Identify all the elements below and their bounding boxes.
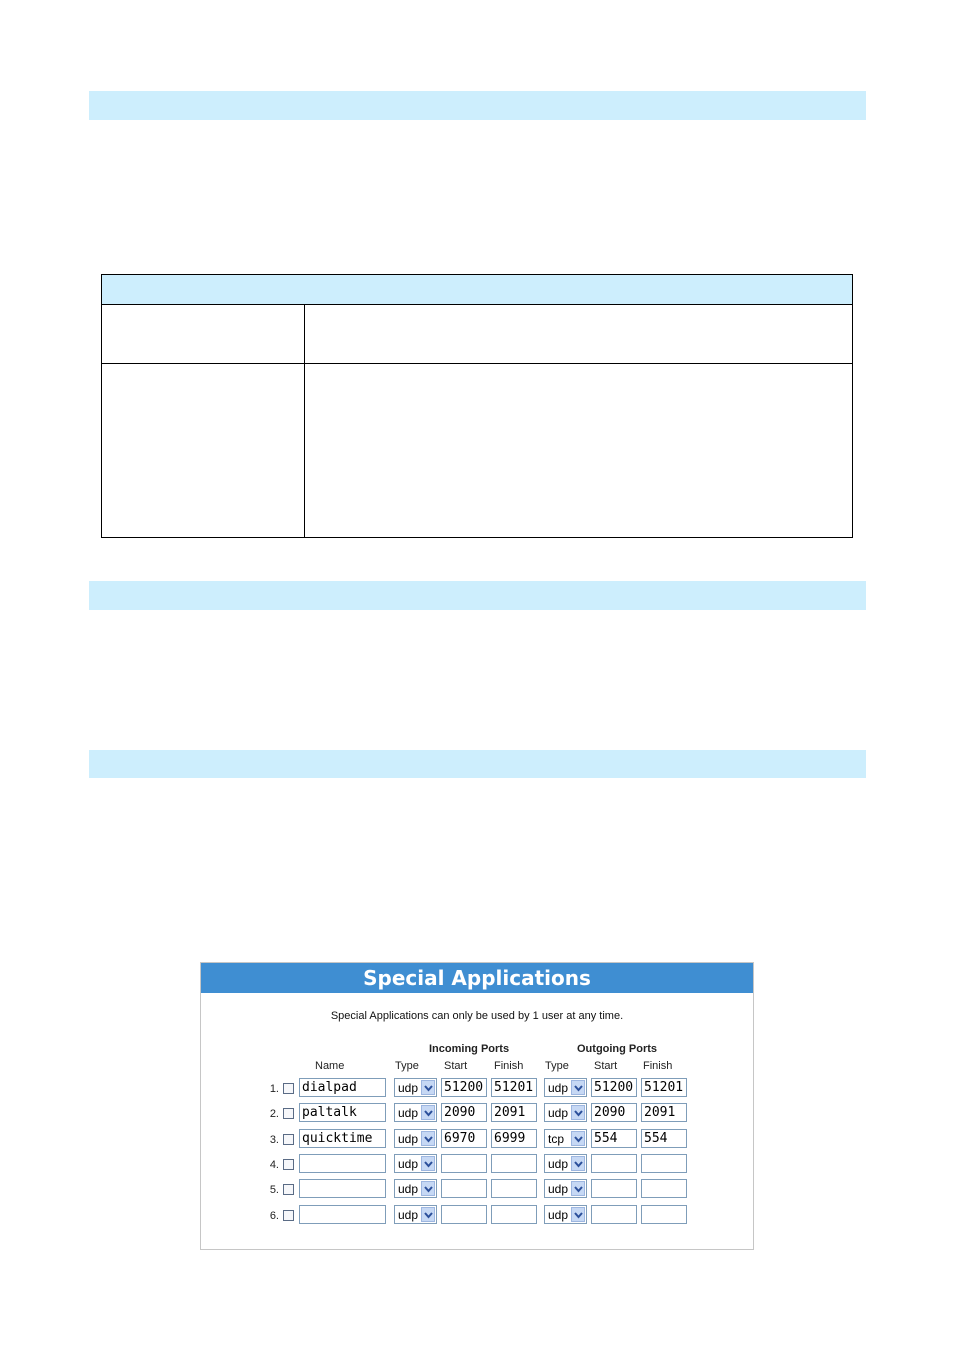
row-number: 1. — [269, 1083, 279, 1095]
incoming-type-value: udp — [398, 1207, 419, 1222]
outgoing-start-input[interactable] — [591, 1154, 637, 1173]
row-enable-checkbox[interactable] — [283, 1159, 294, 1170]
incoming-ports-heading: Incoming Ports — [429, 1043, 510, 1055]
row-enable-checkbox[interactable] — [283, 1184, 294, 1195]
outgoing-type-value: udp — [548, 1156, 569, 1171]
incoming-type-value: udp — [398, 1081, 419, 1095]
outgoing-type-select[interactable] — [544, 1154, 587, 1173]
col-in-start: Start — [444, 1060, 468, 1072]
name-input[interactable]: paltalk — [299, 1103, 386, 1122]
incoming-finish-input[interactable] — [491, 1154, 537, 1173]
chevron-down-icon — [571, 1131, 585, 1146]
chevron-down-icon — [421, 1181, 435, 1196]
chevron-down-icon — [421, 1207, 435, 1222]
row-number: 5. — [269, 1184, 279, 1197]
incoming-finish-input[interactable]: 2091 — [491, 1103, 537, 1122]
outgoing-type-value: udp — [548, 1207, 569, 1222]
incoming-start-input[interactable]: 51200 — [441, 1078, 487, 1097]
table-header-band — [102, 275, 852, 305]
incoming-type-select[interactable] — [394, 1129, 437, 1148]
outgoing-ports-heading: Outgoing Ports — [577, 1043, 658, 1055]
incoming-start-input[interactable] — [441, 1154, 487, 1173]
incoming-start-input[interactable] — [441, 1205, 487, 1224]
incoming-type-select[interactable] — [394, 1103, 437, 1122]
section-band-2 — [89, 581, 866, 610]
row-number: 6. — [269, 1209, 279, 1222]
chevron-down-icon — [571, 1156, 585, 1171]
section-band-1 — [89, 91, 866, 120]
chevron-down-icon — [421, 1131, 435, 1146]
outgoing-type-select[interactable] — [544, 1129, 587, 1148]
incoming-type-select[interactable] — [394, 1205, 437, 1224]
outgoing-start-input[interactable] — [591, 1205, 637, 1224]
outgoing-type-select[interactable] — [544, 1078, 587, 1097]
name-input[interactable] — [299, 1179, 386, 1198]
outgoing-start-input[interactable]: 554 — [591, 1129, 637, 1148]
usage-note: Special Applications can only be used by 1 user at any time. — [330, 1010, 624, 1022]
outgoing-start-input[interactable]: 51200 — [591, 1078, 637, 1097]
incoming-start-input[interactable]: 6970 — [441, 1129, 487, 1148]
outgoing-start-input[interactable] — [591, 1179, 637, 1198]
incoming-type-select[interactable] — [394, 1078, 437, 1097]
panel-title: Special Applications — [201, 963, 753, 993]
incoming-type-value: udp — [398, 1131, 419, 1146]
outgoing-finish-input[interactable]: 2091 — [641, 1103, 687, 1122]
col-name: Name — [315, 1060, 345, 1072]
outgoing-type-select[interactable] — [544, 1205, 587, 1224]
incoming-finish-input[interactable] — [491, 1205, 537, 1224]
table-row-1 — [102, 305, 852, 364]
outgoing-type-value: udp — [548, 1182, 569, 1197]
description-table — [101, 274, 853, 538]
outgoing-type-value: tcp — [548, 1131, 565, 1146]
incoming-finish-input[interactable] — [491, 1179, 537, 1198]
chevron-down-icon — [571, 1207, 585, 1222]
incoming-type-select[interactable] — [394, 1179, 437, 1198]
row-enable-checkbox[interactable] — [283, 1108, 294, 1119]
name-input[interactable]: dialpad — [299, 1078, 386, 1097]
chevron-down-icon — [421, 1156, 435, 1171]
incoming-type-select[interactable] — [394, 1154, 437, 1173]
outgoing-finish-input[interactable]: 51201 — [641, 1078, 687, 1097]
special-applications-panel — [200, 962, 754, 1250]
table-column-divider — [304, 305, 305, 537]
row-number: 3. — [269, 1133, 279, 1146]
chevron-down-icon — [571, 1181, 585, 1196]
outgoing-finish-input[interactable] — [641, 1179, 687, 1198]
incoming-start-input[interactable]: 2090 — [441, 1103, 487, 1122]
outgoing-type-value: udp — [548, 1106, 569, 1121]
row-number: 2. — [269, 1108, 279, 1121]
outgoing-type-value: udp — [548, 1081, 569, 1095]
outgoing-finish-input[interactable] — [641, 1205, 687, 1224]
name-input[interactable] — [299, 1154, 386, 1173]
col-in-type: Type — [395, 1060, 419, 1072]
section-band-3 — [89, 750, 866, 778]
chevron-down-icon — [421, 1080, 435, 1095]
row-enable-checkbox[interactable] — [283, 1134, 294, 1145]
chevron-down-icon — [421, 1105, 435, 1120]
chevron-down-icon — [571, 1105, 585, 1120]
row-number: 4. — [269, 1158, 279, 1171]
outgoing-finish-input[interactable]: 554 — [641, 1129, 687, 1148]
col-out-start: Start — [594, 1060, 618, 1072]
incoming-start-input[interactable] — [441, 1179, 487, 1198]
row-enable-checkbox[interactable] — [283, 1210, 294, 1221]
outgoing-type-select[interactable] — [544, 1103, 587, 1122]
col-out-finish: Finish — [643, 1060, 673, 1072]
incoming-type-value: udp — [398, 1156, 419, 1171]
row-enable-checkbox[interactable] — [283, 1083, 294, 1094]
outgoing-finish-input[interactable] — [641, 1154, 687, 1173]
incoming-type-value: udp — [398, 1106, 419, 1121]
incoming-finish-input[interactable]: 51201 — [491, 1078, 537, 1097]
col-in-finish: Finish — [494, 1060, 524, 1072]
incoming-finish-input[interactable]: 6999 — [491, 1129, 537, 1148]
col-out-type: Type — [545, 1060, 569, 1072]
chevron-down-icon — [571, 1080, 585, 1095]
outgoing-type-select[interactable] — [544, 1179, 587, 1198]
name-input[interactable] — [299, 1205, 386, 1224]
incoming-type-value: udp — [398, 1182, 419, 1197]
outgoing-start-input[interactable]: 2090 — [591, 1103, 637, 1122]
name-input[interactable]: quicktime — [299, 1129, 386, 1148]
